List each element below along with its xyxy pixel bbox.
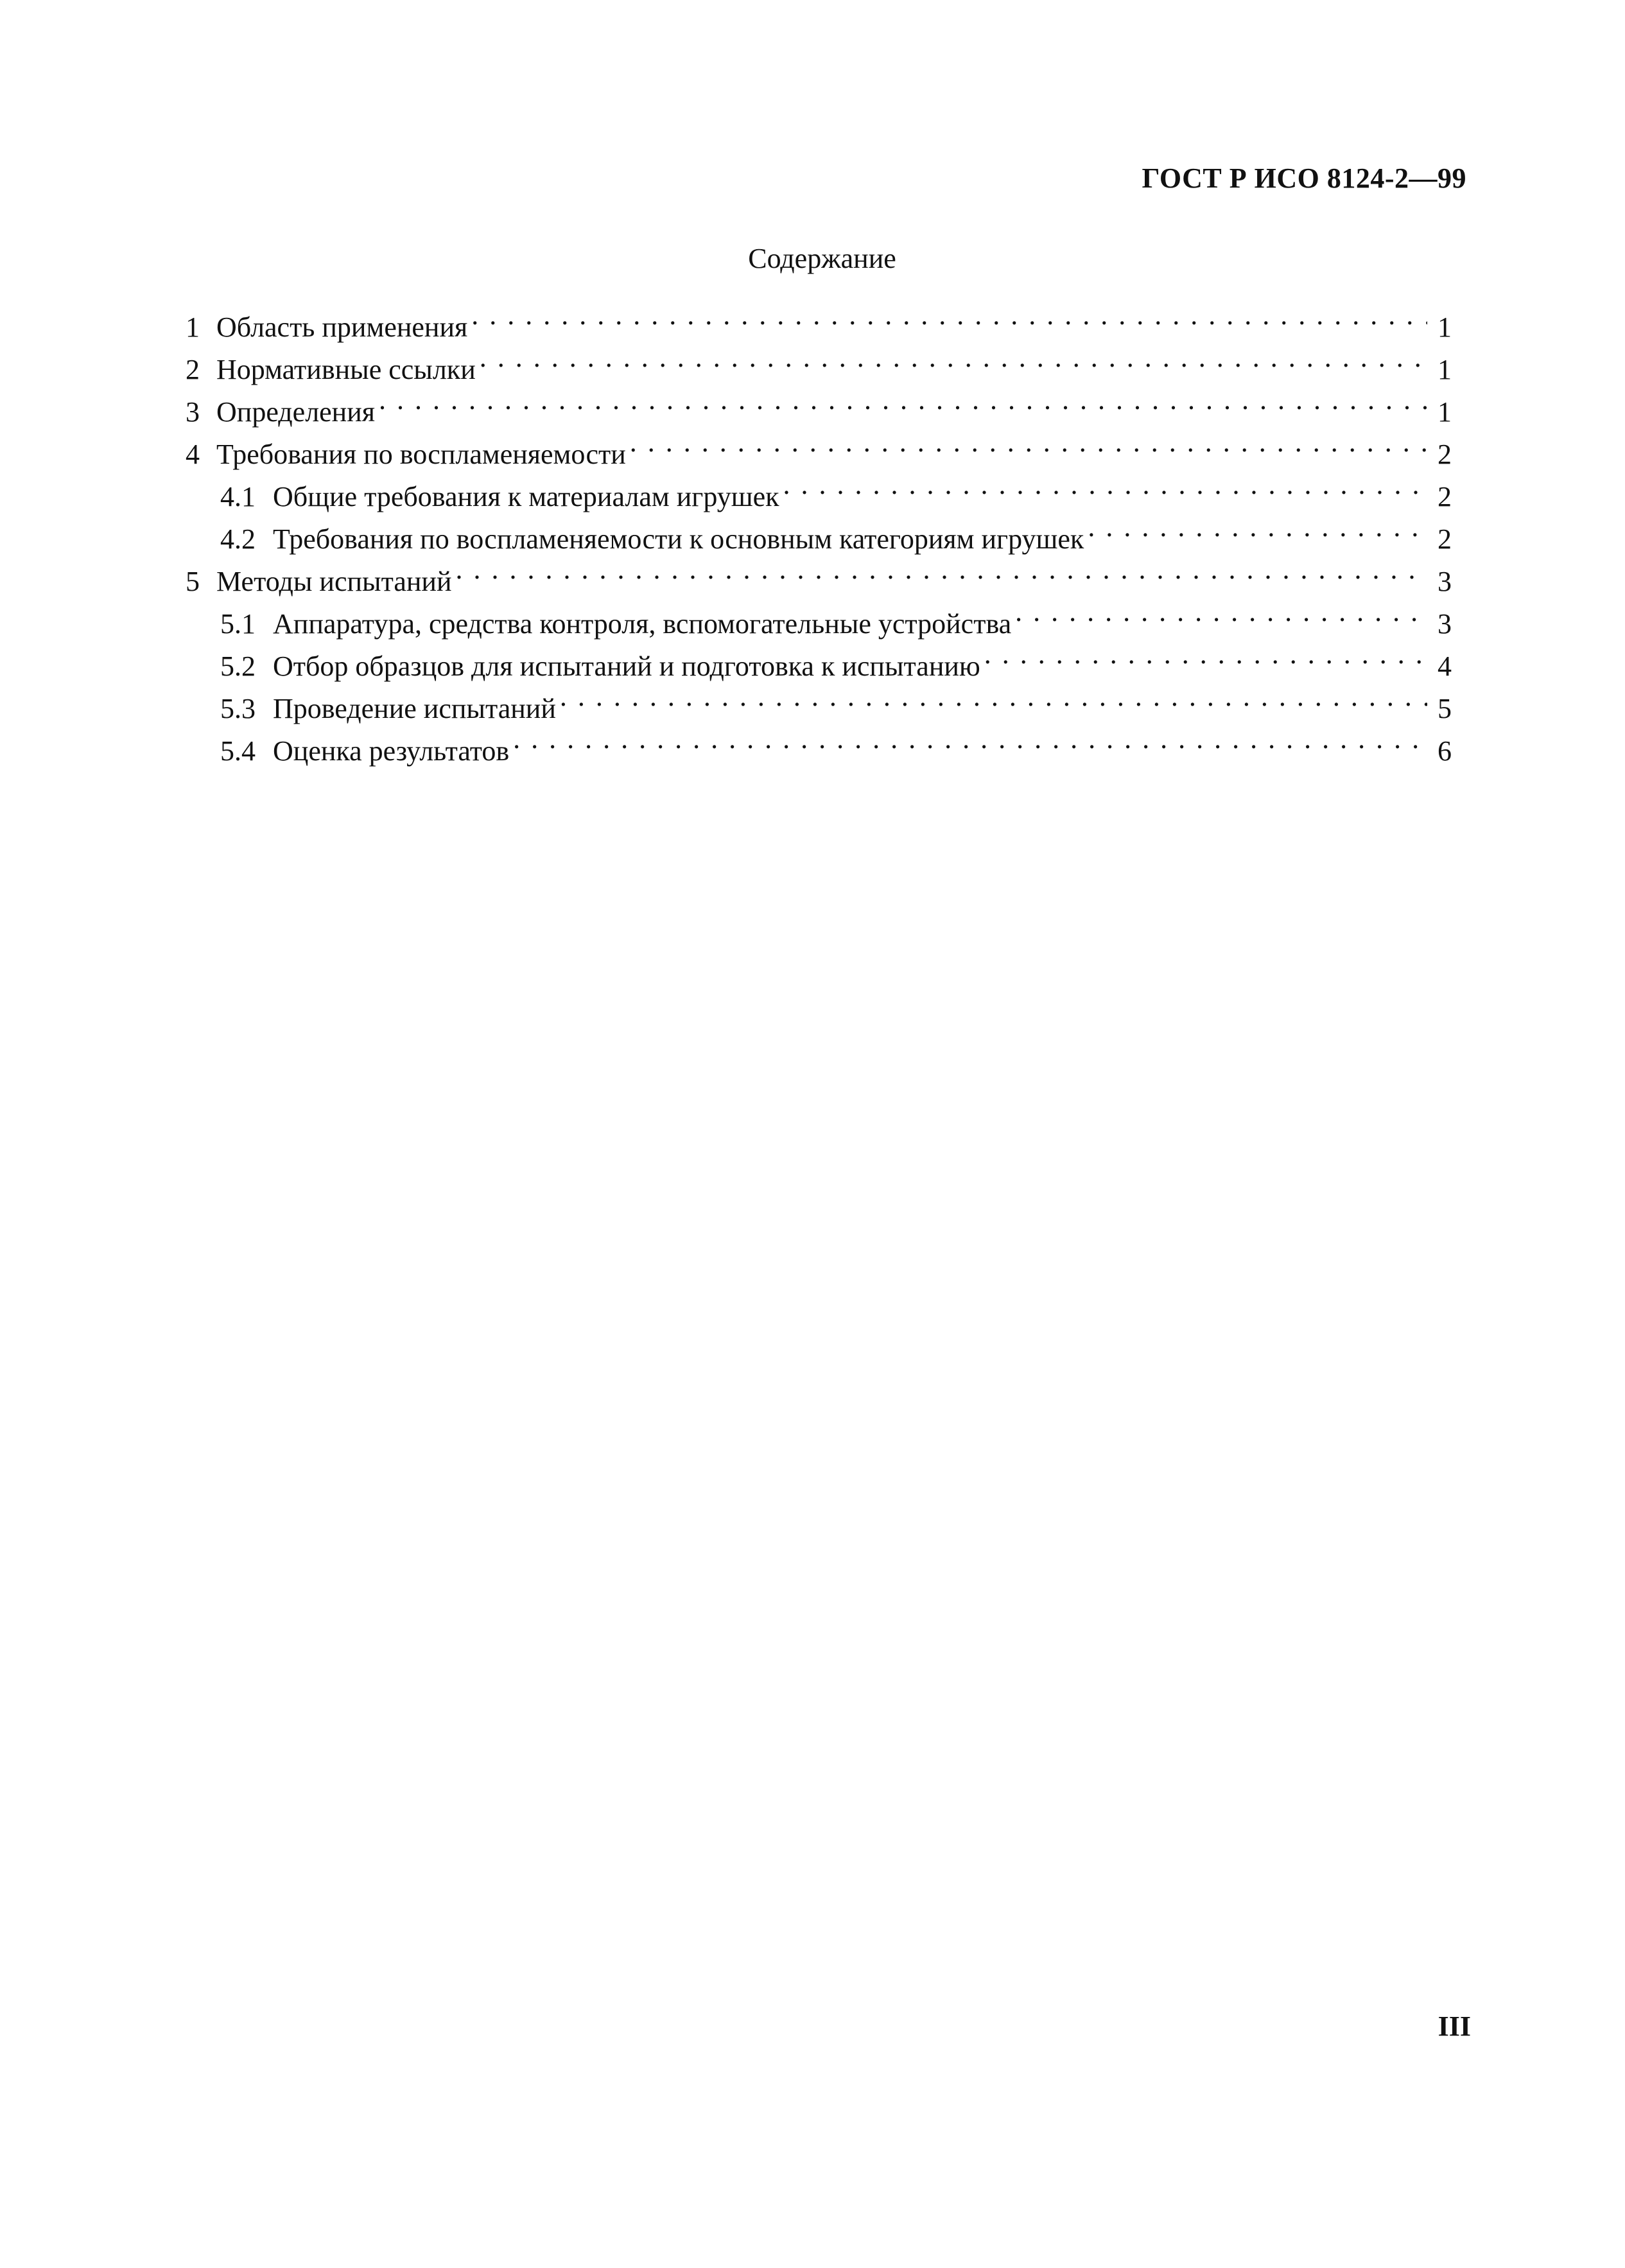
toc-entry-number: 4 <box>186 439 200 470</box>
toc-entry-title: Методы испытаний <box>216 566 452 597</box>
toc-entry-number: 2 <box>186 354 200 385</box>
toc-title: Содержание <box>748 243 896 274</box>
toc-leader-dots <box>513 718 1427 760</box>
document-code: ГОСТ Р ИСО 8124-2—99 <box>1142 162 1466 194</box>
toc-entry-page: 1 <box>1438 354 1452 385</box>
toc-entry-title: Требования по воспламеняемости <box>216 439 626 470</box>
toc-entry-number: 5.1 <box>220 608 256 640</box>
toc-leader-dots <box>1088 506 1427 548</box>
toc-leader-dots <box>480 336 1427 379</box>
toc-entry-page: 2 <box>1438 523 1452 555</box>
toc-entry-title: Общие требования к материалам игрушек <box>273 481 779 512</box>
toc-entry-number: 4.1 <box>220 481 256 512</box>
toc-entry-page: 1 <box>1438 311 1452 343</box>
toc-entry-page: 3 <box>1438 608 1452 640</box>
toc-leader-dots <box>471 294 1427 336</box>
toc-entry-number: 4.2 <box>220 523 256 555</box>
toc-entry-title: Аппаратура, средства контроля, вспомогательные устройства <box>273 608 1012 640</box>
table-of-contents <box>186 294 1452 767</box>
toc-leader-dots <box>630 421 1427 464</box>
toc-entry-number: 5.3 <box>220 693 256 724</box>
toc-leader-dots <box>456 548 1427 591</box>
toc-entry[interactable] <box>186 421 1452 470</box>
toc-entry-page: 2 <box>1438 439 1452 470</box>
page-number: III <box>1438 2011 1471 2042</box>
toc-entry-page: 3 <box>1438 566 1452 597</box>
toc-entry-page: 5 <box>1438 693 1452 724</box>
toc-leader-dots <box>984 633 1427 676</box>
toc-entry[interactable] <box>186 294 1452 343</box>
toc-entry-number: 5.2 <box>220 650 256 682</box>
toc-entry-title: Проведение испытаний <box>273 693 556 724</box>
toc-leader-dots <box>1015 591 1427 633</box>
toc-entry-number: 1 <box>186 311 200 343</box>
toc-entry-page: 2 <box>1438 481 1452 512</box>
toc-entry-title: Область применения <box>216 311 468 343</box>
toc-entry-title: Отбор образцов для испытаний и подготовка к испытанию <box>273 650 980 682</box>
toc-leader-dots <box>560 676 1427 718</box>
toc-leader-dots <box>379 379 1427 421</box>
toc-entry-number: 5 <box>186 566 200 597</box>
toc-entry-title: Требования по воспламеняемости к основным категориям игрушек <box>273 523 1084 555</box>
toc-entry-title: Оценка результатов <box>273 735 510 767</box>
toc-entry-number: 5.4 <box>220 735 256 767</box>
toc-entry-title: Определения <box>216 396 376 428</box>
toc-entry-title: Нормативные ссылки <box>216 354 476 385</box>
toc-entry-page: 6 <box>1438 735 1452 767</box>
toc-entry-page: 1 <box>1438 396 1452 428</box>
toc-leader-dots <box>783 464 1427 506</box>
toc-entry-page: 4 <box>1438 650 1452 682</box>
toc-entry-number: 3 <box>186 396 200 428</box>
